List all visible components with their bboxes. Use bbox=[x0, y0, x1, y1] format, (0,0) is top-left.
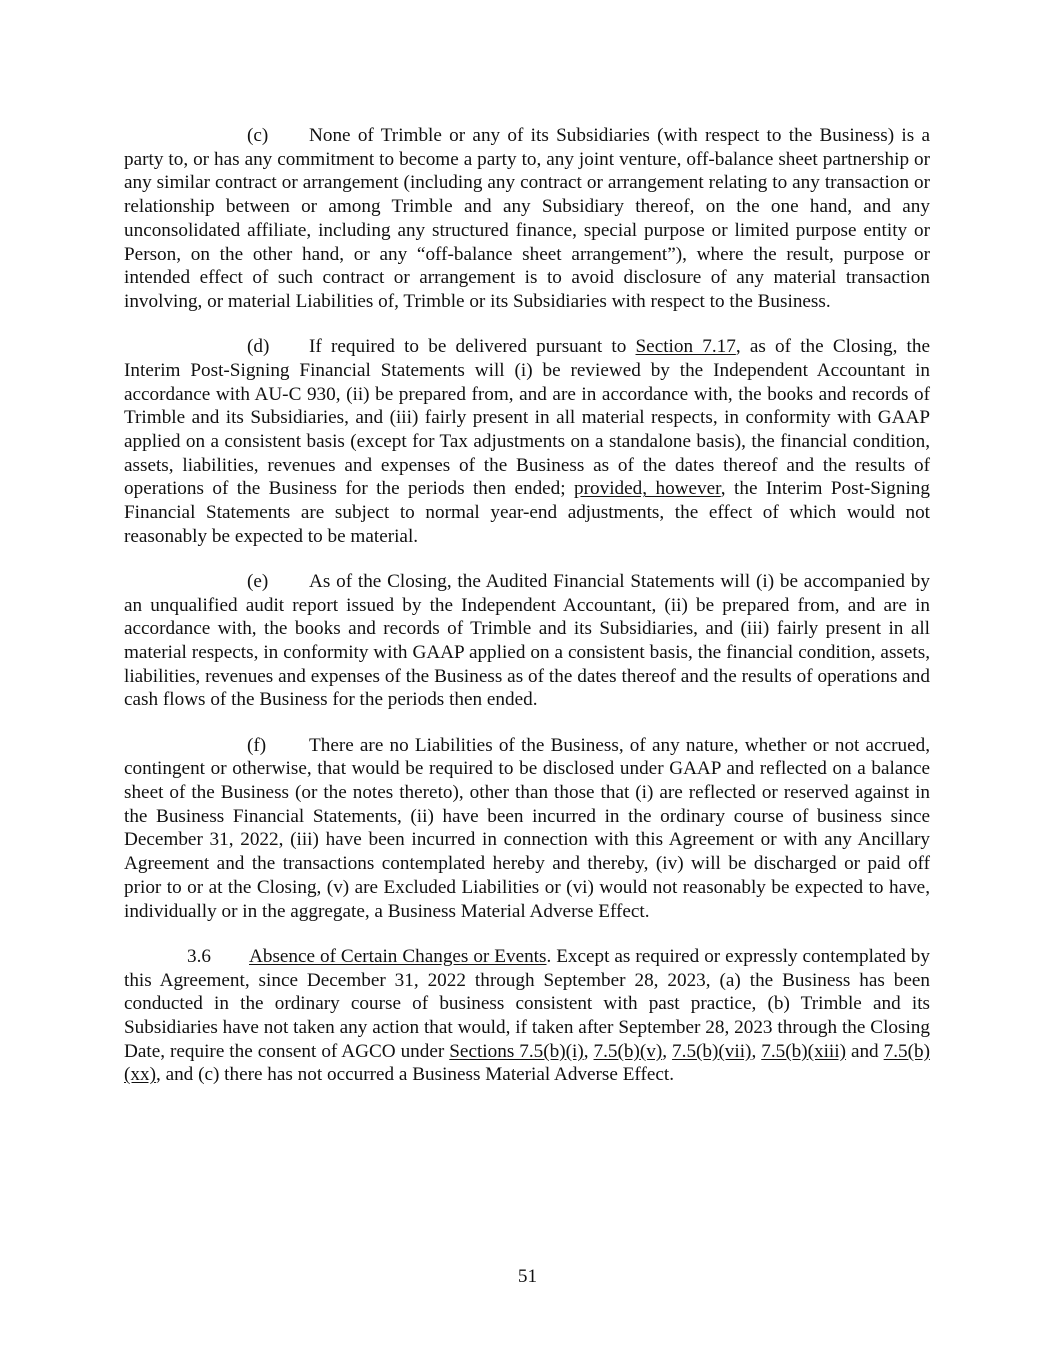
section-3-6-heading: Absence of Certain Changes or Events bbox=[249, 945, 547, 967]
section-3-6-number: 3.6 bbox=[187, 945, 211, 967]
paragraph-c bbox=[124, 124, 930, 314]
section-3-6-text-2: , and (c) there has not occurred a Business Material Adverse Effect. bbox=[155, 1064, 675, 1086]
section-7-5-b-vii-link[interactable]: 7.5(b)(vii) bbox=[672, 1040, 752, 1062]
section-7-5-b-xx-link[interactable]: 7.5(b)(xx) bbox=[124, 1040, 930, 1086]
paragraph-f-text: There are no Liabilities of the Business, of any nature, whether or not accrued, contingent or otherwise, that would be required to be disclosed under GAAP and reflected on a balance sheet of the Business (or the notes thereto), other than those that (i) are reflected or reserved against in the Business Financial Statements, (ii) have been incurred in the ordinary course of business since December 31, 2022, (iii) have been incurred in connection with this Agreement or with any Ancillary Agreement and the transactions contemplated hereby and thereby, (iv) will be discharged or paid off prior to or at the Closing, (v) are Excluded Liabilities or (vi) would not reasonably be expected to have, individually or in the aggregate, a Business Material Adverse Effect. bbox=[124, 734, 930, 922]
section-3-6 bbox=[124, 945, 930, 1087]
separator-1: , bbox=[583, 1040, 594, 1062]
paragraph-f-label: (f) bbox=[247, 734, 267, 756]
paragraph-d-text-3: , the Interim Post-Signing Financial Statements are subject to normal year-end adjustments, the effect of which would not reasonably be expected to be material. bbox=[124, 478, 930, 547]
section-7-5-b-v-link[interactable]: 7.5(b)(v) bbox=[593, 1040, 663, 1062]
paragraph-c-label: (c) bbox=[247, 125, 269, 146]
provided-however-term: provided, however bbox=[574, 478, 721, 500]
page-number: 51 bbox=[517, 1266, 538, 1287]
section-3-6-text-1: . Except as required or expressly contemplated by this Agreement, since December 31, 2022 through September 28, 2023, (a) the Business has been conducted in the ordinary course of business consistent with past practice, (b) Trimble and its Subsidiaries have not taken any action that would, if taken after September 28, 2023 through the Closing Date, require the consent of AGCO under bbox=[124, 945, 930, 1062]
paragraph-d-text-2: , as of the Closing, the Interim Post-Signing Financial Statements will (i) be reviewed by the Independent Accountant in accordance with AU-C 930, (ii) be prepared from, and are in accordance with, the books and records of Trimble and its Subsidiaries, and (iii) fairly present in all material respects, in conformity with GAAP applied on a consistent basis (except for Tax adjustments on a standalone basis), the financial condition, assets, liabilities, revenues and expenses of the Business as of the dates thereof and the results of operations of the Business for the periods then ended; bbox=[124, 336, 931, 500]
paragraph-e-label: (e) bbox=[247, 570, 269, 592]
paragraph-c-text: None of Trimble or any of its Subsidiaries (with respect to the Business) is a party to, or has any commitment to become a party to, any joint venture, off-balance sheet partnership or any similar contract or arrangement (including any contract or arrangement relating to any transaction or relationship between or among Trimble and any Subsidiary thereof, on the one hand, and any unconsolidated affiliate, including any structured finance, special purpose or limited purpose entity or Person, on the other hand, or any “off-balance sheet arrangement”), where the result, purpose or intended effect of such contract or arrangement is to avoid disclosure of any material transaction involving, or material Liabilities of, Trimble or its Subsidiaries with respect to the Business. bbox=[124, 125, 930, 312]
section-7-5-b-xiii-link[interactable]: 7.5(b)(xiii) bbox=[761, 1040, 846, 1062]
document-body bbox=[124, 124, 930, 1087]
paragraph-e-text: As of the Closing, the Audited Financial Statements will (i) be accompanied by an unqualified audit report issued by the Independent Accountant, (ii) be prepared from, and are in accordance with, the books and records of Trimble and its Subsidiaries, and (iii) fairly present in all material respects, in conformity with GAAP applied on a consistent basis, the financial condition, assets, liabilities, revenues and expenses of the Business as of the dates thereof and the results of operations and cash flows of the Business for the periods then ended. bbox=[124, 570, 930, 711]
section-7-17-link[interactable]: Section 7.17 bbox=[635, 336, 736, 358]
separator-2: , bbox=[662, 1040, 673, 1062]
paragraph-d-label: (d) bbox=[247, 336, 270, 358]
separator-3: , bbox=[751, 1040, 762, 1062]
paragraph-d-text-1: If required to be delivered pursuant to bbox=[309, 336, 636, 358]
paragraph-f bbox=[124, 734, 930, 924]
section-7-5-b-i-link[interactable]: Sections 7.5(b)(i) bbox=[449, 1040, 584, 1062]
paragraph-e bbox=[124, 570, 930, 712]
paragraph-d bbox=[124, 335, 930, 548]
separator-4: and bbox=[845, 1040, 884, 1062]
